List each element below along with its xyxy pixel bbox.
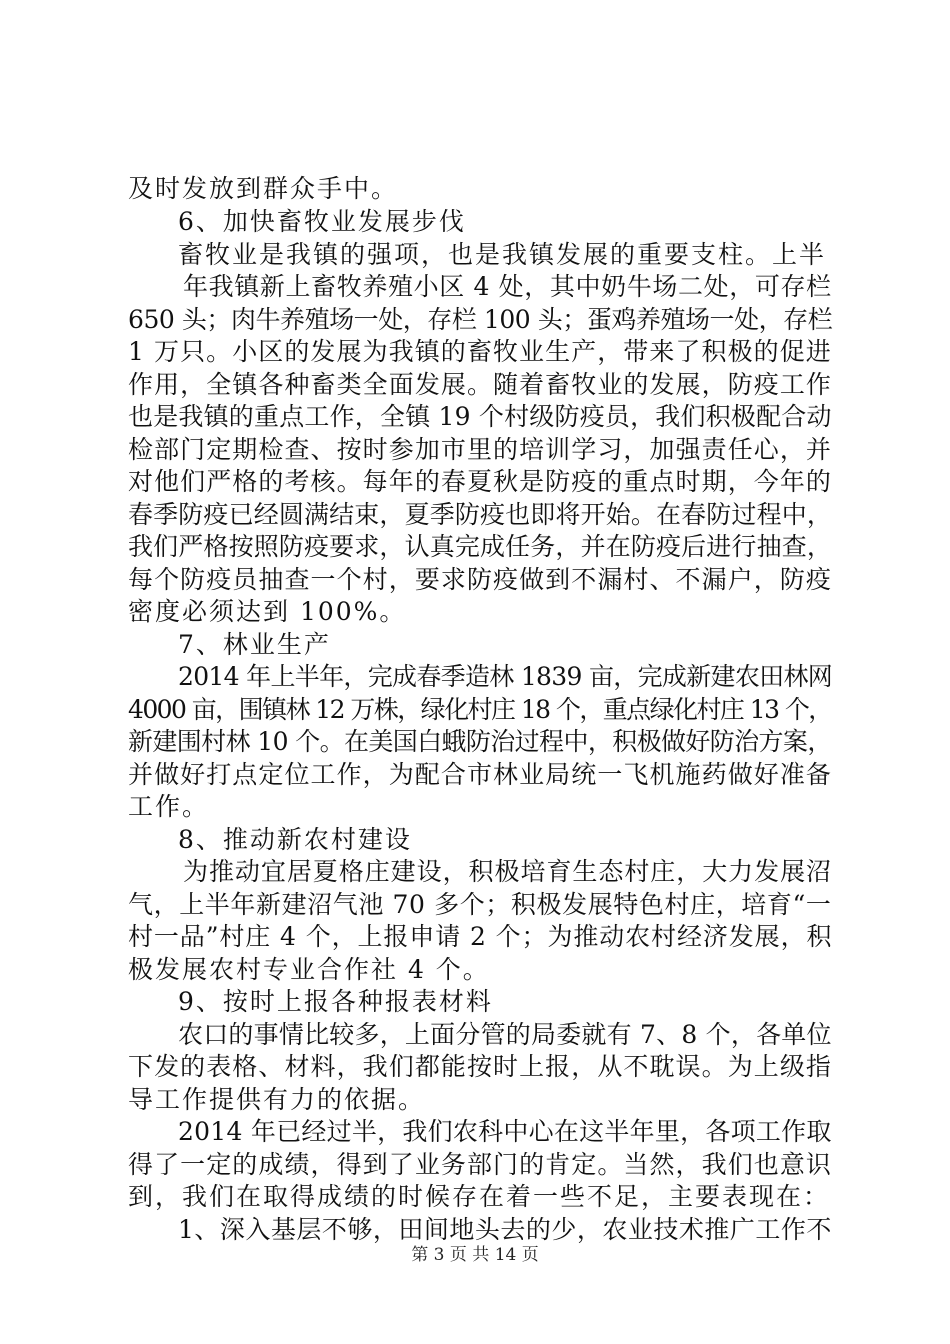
section-heading: 9、按时上报各种报表材料 xyxy=(178,987,493,1016)
text-line: 并做好打点定位工作，为配合市林业局统一飞机施药做好准备 xyxy=(128,760,833,789)
text-line: 下发的表格、材料，我们都能按时上报，从不耽误。为上级指 xyxy=(128,1052,833,1081)
text-line: 新建围村林 10 个。在美国白蛾防治过程中，积极做好防治方案， xyxy=(128,727,832,756)
text-line: 气，上半年新建沼气池 70 多个；积极发展特色村庄，培育“一 xyxy=(128,890,832,919)
text-line: 为推动宜居夏格庄建设，积极培育生态村庄，大力发展沼 xyxy=(183,857,833,886)
text-line: 村一品”村庄 4 个，上报申请 2 个；为推动农村经济发展，积 xyxy=(128,922,833,951)
text-line: 春季防疫已经圆满结束，夏季防疫也即将开始。在春防过程中， xyxy=(128,500,833,529)
text-line: 也是我镇的重点工作，全镇 19 个村级防疫员，我们积极配合动 xyxy=(128,402,832,431)
text-line: 4000 亩，围镇林 12 万株，绿化村庄 18 个，重点绿化村庄 13 个， xyxy=(128,695,832,724)
text-line: 及时发放到群众手中。 xyxy=(128,174,399,203)
page-number-footer: 第 3 页 共 14 页 xyxy=(411,1245,539,1265)
text-line: 检部门定期检查、按时参加市里的培训学习，加强责任心，并 xyxy=(128,435,833,464)
text-line: 1 万只。小区的发展为我镇的畜牧业生产，带来了积极的促进 xyxy=(128,337,832,366)
text-line: 每个防疫员抽查一个村，要求防疫做到不漏村、不漏户，防疫 xyxy=(128,565,833,594)
section-heading: 7、林业生产 xyxy=(178,630,331,659)
text-line: 2014 年已经过半，我们农科中心在这半年里，各项工作取 xyxy=(178,1117,832,1146)
text-line: 畜牧业是我镇的强项，也是我镇发展的重要支柱。上半 xyxy=(178,240,827,269)
text-line: 到，我们在取得成绩的时候存在着一些不足，主要表现在： xyxy=(128,1182,831,1211)
text-line: 650 头；肉牛养殖场一处，存栏 100 头；蛋鸡养殖场一处，存栏 xyxy=(128,305,833,334)
text-line: 极发展农村专业合作社 4 个。 xyxy=(128,955,490,984)
text-line: 农口的事情比较多，上面分管的局委就有 7、8 个，各单位 xyxy=(178,1020,832,1049)
section-heading: 6、加快畜牧业发展步伐 xyxy=(178,207,466,236)
section-heading: 8、推动新农村建设 xyxy=(178,825,412,854)
text-line: 我们严格按照防疫要求，认真完成任务，并在防疫后进行抽查， xyxy=(128,532,833,561)
text-line: 得了一定的成绩，得到了业务部门的肯定。当然，我们也意识 xyxy=(128,1150,833,1179)
text-line: 密度必须达到 100%。 xyxy=(128,597,407,626)
text-line: 工作。 xyxy=(128,792,210,821)
text-line: 作用，全镇各种畜类全面发展。随着畜牧业的发展，防疫工作 xyxy=(128,370,833,399)
text-line: 对他们严格的考核。每年的春夏秋是防疫的重点时期，今年的 xyxy=(128,467,833,496)
text-line: 导工作提供有力的依据。 xyxy=(128,1085,426,1114)
text-line: 1、深入基层不够，田间地头去的少，农业技术推广工作不 xyxy=(178,1215,832,1244)
text-line: 2014 年上半年，完成春季造林 1839 亩，完成新建农田林网 xyxy=(178,662,833,691)
text-line: 年我镇新上畜牧养殖小区 4 处，其中奶牛场二处，可存栏 xyxy=(183,272,832,301)
